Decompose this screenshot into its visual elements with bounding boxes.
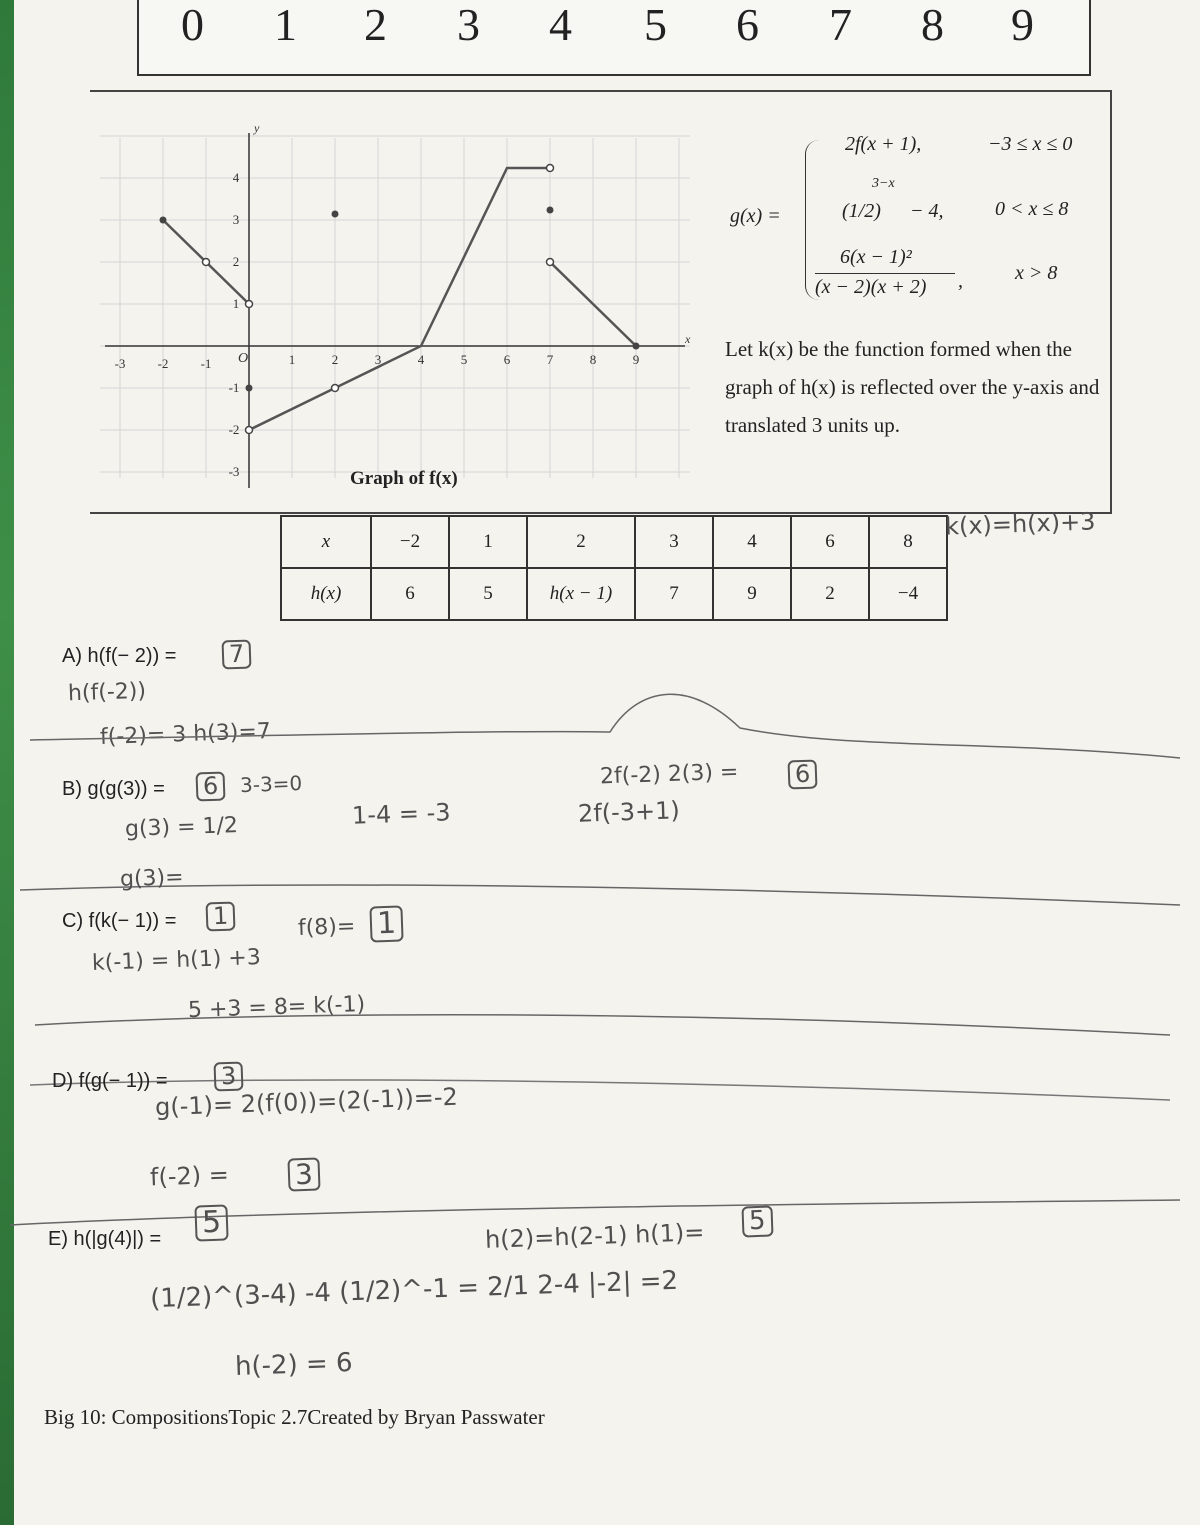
problem-a-right-work: 2f(-3+1) (577, 796, 681, 828)
y-tick-label: 1 (232, 296, 240, 311)
problem-c-work: 5 +3 = 8= k(-1) (187, 991, 366, 1024)
problem-b-label: B) g(g(3)) = (62, 778, 165, 800)
problem-b-work: g(3)= (119, 864, 184, 893)
problem-d-label: D) f(g(− 1)) = (52, 1070, 168, 1092)
g-piece1-expr: 2f(x + 1), (845, 133, 922, 155)
problem-c-work: f(8)= (297, 914, 356, 941)
graph-title: Graph of f(x) (350, 468, 458, 489)
open-point (246, 427, 253, 434)
y-tick-label: 4 (232, 170, 240, 185)
g-piece2-base: (1/2) (842, 200, 881, 222)
y-axis-label: y (254, 121, 260, 135)
digit-4: 4 (549, 0, 572, 50)
digit-7: 7 (829, 0, 852, 50)
digit-5: 5 (644, 0, 667, 50)
x-tick-label: 4 (417, 352, 425, 367)
g-lhs: g(x) = (730, 205, 781, 227)
x-tick-label: 1 (288, 352, 296, 367)
x-tick-label: 9 (632, 352, 640, 367)
table-row (281, 516, 947, 568)
problem-a-right-work: 2f(-2) 2(3) = (599, 759, 739, 790)
problem-e-right-work: h(2)=h(2-1) h(1)= (484, 1218, 705, 1254)
g-piece1-cond: −3 ≤ x ≤ 0 (988, 133, 1073, 155)
table-cell: 6 (791, 516, 869, 568)
g-piece2-cond: 0 < x ≤ 8 (995, 198, 1069, 220)
f-graph (100, 118, 700, 498)
x-tick-label: 8 (589, 352, 597, 367)
x-tick-label: -2 (157, 356, 169, 371)
digit-3: 3 (457, 0, 480, 50)
table-cell: 2 (527, 516, 635, 568)
table-cell: 5 (449, 568, 527, 620)
y-tick-label: -1 (228, 380, 240, 395)
y-tick-label: -3 (228, 464, 240, 479)
x-tick-label: 2 (331, 352, 339, 367)
digit-9: 9 (1011, 0, 1034, 50)
x-tick-label: 5 (460, 352, 468, 367)
table-cell: 8 (869, 516, 947, 568)
table-cell: 6 (371, 568, 449, 620)
problem-e-work: (1/2)^(3-4) -4 (1/2)^-1 = 2/1 2-4 |-2| =2 (149, 1265, 679, 1315)
g-piece2-tail: − 4, (910, 200, 944, 222)
problem-d-work-answer: 3 (287, 1157, 320, 1191)
table-cell: −4 (869, 568, 947, 620)
x-tick-label: -3 (114, 356, 126, 371)
x-tick-label: 7 (546, 352, 554, 367)
closed-point (246, 385, 253, 392)
problem-d-work: g(-1)= 2(f(0))=(2(-1))=-2 (154, 1082, 459, 1122)
problem-e-right-answer: 5 (741, 1205, 773, 1237)
digit-8: 8 (921, 0, 944, 50)
open-point (332, 385, 339, 392)
problem-b-work: 1-4 = -3 (351, 798, 451, 830)
problem-c-label: C) f(k(− 1)) = (62, 910, 177, 932)
y-tick-label: 2 (232, 254, 240, 269)
table-cell: 1 (449, 516, 527, 568)
closed-point (547, 207, 554, 214)
table-header-h: h(x) (281, 568, 371, 620)
problem-a-work: h(f(-2)) (67, 678, 147, 707)
g-piece3-tail: , (958, 270, 963, 292)
problem-c-f8-answer: 1 (369, 905, 403, 942)
open-point (547, 259, 554, 266)
y-tick-label: -2 (228, 422, 240, 437)
footer-credit: Big 10: CompositionsTopic 2.7Created by Bryan Passwater (44, 1405, 545, 1429)
digit-6: 6 (736, 0, 759, 50)
g-piece3-denominator: (x − 2)(x + 2) (815, 276, 927, 298)
x-tick-label: 6 (503, 352, 511, 367)
problem-e-answer: 5 (194, 1204, 228, 1241)
problem-b-work: g(3) = 1/2 (124, 813, 239, 842)
table-cell: −2 (371, 516, 449, 568)
problem-a-label: A) h(f(− 2)) = (62, 645, 177, 667)
problem-c-work: k(-1) = h(1) +3 (91, 945, 262, 976)
problem-d-answer: 3 (213, 1061, 243, 1091)
table-cell: 4 (713, 516, 791, 568)
table-cell: h(x − 1) (527, 568, 635, 620)
problem-e-work: h(-2) = 6 (234, 1347, 354, 1383)
problem-a-answer: 7 (221, 639, 251, 669)
problem-e-label: E) h(|g(4)|) = (48, 1228, 162, 1250)
g-piece2-exponent: 3−x (872, 176, 895, 191)
x-axis-label: x (685, 332, 691, 346)
x-tick-label: -1 (200, 356, 212, 371)
open-point (246, 301, 253, 308)
problem-d-work: f(-2) = (149, 1160, 230, 1192)
problem-b-work: 3-3=0 (239, 770, 303, 798)
table-header-x: x (281, 516, 371, 568)
table-cell: 7 (635, 568, 713, 620)
problem-c-answer: 1 (205, 901, 235, 931)
x-tick-label: 3 (374, 352, 382, 367)
fraction-bar (815, 273, 955, 274)
table-cell: 9 (713, 568, 791, 620)
digit-0: 0 (181, 0, 204, 50)
g-piece3-numerator: 6(x − 1)² (840, 246, 912, 268)
h-values-table (280, 515, 948, 621)
problem-b-answer: 6 (195, 771, 225, 801)
digit-1: 1 (274, 0, 297, 50)
k-definition: Let k(x) be the function formed when the graph of h(x) is reflected over the y-axis and translated 3 units up. (725, 337, 1100, 437)
table-cell: 3 (635, 516, 713, 568)
problem-a-right-answer: 6 (787, 759, 817, 789)
open-point (203, 259, 210, 266)
open-point (547, 165, 554, 172)
table-row (281, 568, 947, 620)
origin-label: O (238, 351, 249, 366)
digit-2: 2 (364, 0, 387, 50)
k-note: k(x)=h(x)+3 (944, 507, 1096, 541)
closed-point (160, 217, 167, 224)
y-tick-label: 3 (232, 212, 240, 227)
digit-header-box (137, 0, 1091, 76)
g-piece3-cond: x > 8 (1015, 262, 1058, 284)
closed-point (633, 343, 640, 350)
table-cell: 2 (791, 568, 869, 620)
closed-point (332, 211, 339, 218)
problem-a-work: f(-2)= 3 h(3)=7 (99, 719, 272, 750)
